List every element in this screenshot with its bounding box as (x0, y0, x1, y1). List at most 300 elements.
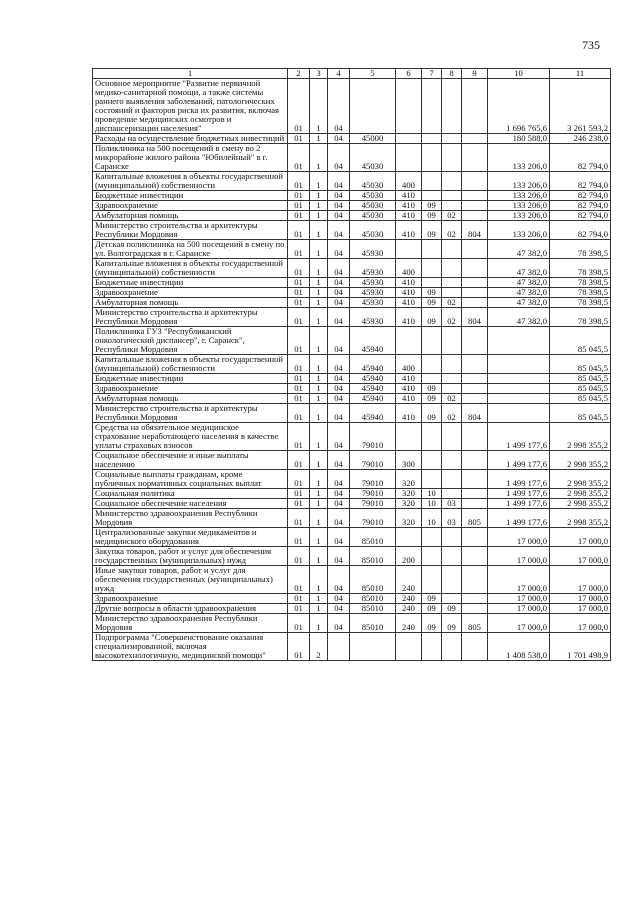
code-cell (442, 489, 462, 499)
code-cell: 1 (310, 298, 328, 308)
code-cell: 04 (328, 604, 350, 614)
code-cell (462, 327, 488, 355)
amount-cell: 78 398,5 (550, 288, 611, 298)
row-name: Средства на обязательное медицинское страхование неработающего населения в качестве уплаты страховых взносов (93, 423, 288, 451)
row-name: Бюджетные инвестиции (93, 191, 288, 201)
amount-cell: 17 000,0 (550, 604, 611, 614)
code-cell: 410 (396, 404, 422, 423)
code-cell: 805 (462, 614, 488, 633)
code-cell: 01 (288, 221, 310, 240)
amount-cell: 78 398,5 (550, 308, 611, 327)
row-name: Капитальные вложения в объекты государственной (муниципальной) собственности (93, 172, 288, 191)
code-cell: 09 (422, 288, 442, 298)
table-row (93, 528, 611, 547)
code-cell: 01 (288, 614, 310, 633)
code-cell: 01 (288, 489, 310, 499)
code-cell (396, 423, 422, 451)
code-cell: 01 (288, 633, 310, 661)
code-cell: 1 (310, 134, 328, 144)
code-cell: 04 (328, 308, 350, 327)
code-cell (442, 566, 462, 594)
code-cell (462, 298, 488, 308)
code-cell: 85010 (350, 614, 396, 633)
code-cell: 01 (288, 327, 310, 355)
amount-cell: 2 998 355,2 (550, 499, 611, 509)
amount-cell: 2 998 355,2 (550, 509, 611, 528)
code-cell: 804 (462, 308, 488, 327)
column-header: 8 (442, 69, 462, 79)
amount-cell: 133 206,0 (488, 144, 550, 172)
code-cell (462, 278, 488, 288)
budget-table (92, 68, 611, 661)
code-cell: 04 (328, 288, 350, 298)
code-cell (462, 451, 488, 470)
code-cell: 04 (328, 547, 350, 566)
code-cell: 04 (328, 423, 350, 451)
code-cell: 04 (328, 240, 350, 259)
code-cell (462, 528, 488, 547)
code-cell: 1 (310, 547, 328, 566)
code-cell (462, 172, 488, 191)
table-row (93, 240, 611, 259)
code-cell: 01 (288, 470, 310, 489)
code-cell (422, 423, 442, 451)
code-cell: 01 (288, 355, 310, 374)
table-row (93, 191, 611, 201)
amount-cell: 82 794,0 (550, 211, 611, 221)
code-cell: 02 (442, 298, 462, 308)
code-cell: 1 (310, 528, 328, 547)
code-cell: 09 (422, 298, 442, 308)
amount-cell: 17 000,0 (550, 547, 611, 566)
table-row (93, 566, 611, 594)
code-cell: 1 (310, 308, 328, 327)
table-row (93, 489, 611, 499)
code-cell: 240 (396, 566, 422, 594)
code-cell (442, 451, 462, 470)
code-cell (442, 144, 462, 172)
amount-cell: 47 382,0 (488, 288, 550, 298)
code-cell (462, 134, 488, 144)
code-cell: 01 (288, 499, 310, 509)
row-name: Здравоохранение (93, 288, 288, 298)
code-cell: 1 (310, 278, 328, 288)
code-cell: 09 (422, 211, 442, 221)
code-cell (462, 79, 488, 134)
table-row (93, 259, 611, 278)
code-cell: 320 (396, 509, 422, 528)
code-cell (462, 489, 488, 499)
column-header: 11 (550, 69, 611, 79)
code-cell (422, 470, 442, 489)
row-name: Расходы на осуществление бюджетных инвестиций (93, 134, 288, 144)
amount-cell: 17 000,0 (550, 594, 611, 604)
code-cell (396, 240, 422, 259)
code-cell (328, 633, 350, 661)
code-cell (422, 79, 442, 134)
code-cell: 1 (310, 614, 328, 633)
amount-cell: 47 382,0 (488, 298, 550, 308)
code-cell (422, 172, 442, 191)
code-cell: 410 (396, 384, 422, 394)
code-cell: 79010 (350, 470, 396, 489)
code-cell: 320 (396, 470, 422, 489)
code-cell (396, 633, 422, 661)
code-cell: 1 (310, 489, 328, 499)
code-cell: 1 (310, 221, 328, 240)
amount-cell: 1 499 177,6 (488, 470, 550, 489)
code-cell: 410 (396, 211, 422, 221)
code-cell: 01 (288, 509, 310, 528)
amount-cell: 85 045,5 (550, 394, 611, 404)
row-name: Детская поликлиника на 500 посещений в смену по ул. Волгоградская в г. Саранске (93, 240, 288, 259)
amount-cell: 1 499 177,6 (488, 499, 550, 509)
row-name: Бюджетные инвестиции (93, 374, 288, 384)
amount-cell: 1 499 177,6 (488, 509, 550, 528)
amount-cell: 17 000,0 (488, 547, 550, 566)
code-cell: 805 (462, 509, 488, 528)
code-cell: 45030 (350, 172, 396, 191)
row-name: Социальное обеспечение и иные выплаты населению (93, 451, 288, 470)
code-cell: 04 (328, 201, 350, 211)
table-row (93, 633, 611, 661)
code-cell (350, 79, 396, 134)
amount-cell: 78 398,5 (550, 259, 611, 278)
amount-cell: 78 398,5 (550, 240, 611, 259)
code-cell (442, 633, 462, 661)
amount-cell: 17 000,0 (488, 604, 550, 614)
column-header: 10 (488, 69, 550, 79)
amount-cell: 2 998 355,2 (550, 489, 611, 499)
code-cell: 09 (442, 604, 462, 614)
row-name: Министерство строительства и архитектуры Республики Мордовия (93, 308, 288, 327)
row-name: Министерство строительства и архитектуры Республики Мордовия (93, 221, 288, 240)
row-name: Министерство строительства и архитектуры Республики Мордовия (93, 404, 288, 423)
code-cell (422, 566, 442, 594)
table-row (93, 614, 611, 633)
code-cell: 1 (310, 404, 328, 423)
code-cell (422, 327, 442, 355)
code-cell: 79010 (350, 423, 396, 451)
code-cell: 01 (288, 384, 310, 394)
amount-cell: 78 398,5 (550, 278, 611, 288)
row-name: Основное мероприятие "Развитие первичной медико-санитарной помощи, а также системы раннего выявления заболеваний, патологических состояний и факторов риска их развития, включая проведение медицинских осмотров и диспансеризации населения" (93, 79, 288, 134)
code-cell: 400 (396, 172, 422, 191)
code-cell: 45030 (350, 201, 396, 211)
table-row (93, 211, 611, 221)
code-cell (422, 374, 442, 384)
code-cell: 04 (328, 509, 350, 528)
code-cell: 1 (310, 355, 328, 374)
code-cell: 02 (442, 221, 462, 240)
table-body (93, 79, 611, 661)
code-cell: 01 (288, 566, 310, 594)
code-cell (462, 259, 488, 278)
row-name: Подпрограмма "Совершенствование оказания специализированной, включая высокотехнологичную, медицинской помощи" (93, 633, 288, 661)
amount-cell: 17 000,0 (550, 614, 611, 633)
code-cell: 01 (288, 144, 310, 172)
header-row (93, 69, 611, 79)
code-cell: 240 (396, 594, 422, 604)
code-cell (442, 355, 462, 374)
column-header: 1 (93, 69, 288, 79)
code-cell (396, 144, 422, 172)
code-cell: 1 (310, 499, 328, 509)
row-name: Другие вопросы в области здравоохранения (93, 604, 288, 614)
code-cell: 410 (396, 221, 422, 240)
code-cell (442, 134, 462, 144)
code-cell: 04 (328, 298, 350, 308)
code-cell: 09 (422, 201, 442, 211)
amount-cell: 2 998 355,2 (550, 451, 611, 470)
code-cell (442, 278, 462, 288)
code-cell: 03 (442, 509, 462, 528)
amount-cell: 17 000,0 (488, 566, 550, 594)
code-cell: 45930 (350, 298, 396, 308)
code-cell: 79010 (350, 489, 396, 499)
code-cell: 1 (310, 594, 328, 604)
code-cell: 300 (396, 451, 422, 470)
code-cell: 410 (396, 288, 422, 298)
code-cell (422, 278, 442, 288)
code-cell: 85010 (350, 594, 396, 604)
amount-cell: 133 206,0 (488, 172, 550, 191)
code-cell: 01 (288, 547, 310, 566)
amount-cell: 85 045,5 (550, 374, 611, 384)
code-cell: 1 (310, 374, 328, 384)
code-cell (422, 528, 442, 547)
code-cell (442, 470, 462, 489)
amount-cell (488, 374, 550, 384)
table-row (93, 134, 611, 144)
code-cell (462, 201, 488, 211)
table-row (93, 594, 611, 604)
code-cell: 04 (328, 259, 350, 278)
code-cell: 04 (328, 79, 350, 134)
amount-cell: 1 701 498,9 (550, 633, 611, 661)
table-row (93, 374, 611, 384)
code-cell: 1 (310, 509, 328, 528)
amount-cell (488, 404, 550, 423)
code-cell: 04 (328, 374, 350, 384)
code-cell (396, 134, 422, 144)
code-cell (462, 470, 488, 489)
table-row (93, 79, 611, 134)
code-cell: 410 (396, 201, 422, 211)
code-cell (422, 259, 442, 278)
code-cell: 320 (396, 499, 422, 509)
code-cell: 01 (288, 211, 310, 221)
code-cell (396, 79, 422, 134)
code-cell: 2 (310, 633, 328, 661)
code-cell (462, 394, 488, 404)
code-cell: 1 (310, 240, 328, 259)
code-cell (442, 547, 462, 566)
code-cell: 1 (310, 211, 328, 221)
amount-cell: 17 000,0 (550, 566, 611, 594)
amount-cell: 2 998 355,2 (550, 470, 611, 489)
code-cell: 01 (288, 201, 310, 211)
code-cell: 04 (328, 489, 350, 499)
column-header: 9 (462, 69, 488, 79)
table-row (93, 308, 611, 327)
amount-cell: 47 382,0 (488, 259, 550, 278)
code-cell: 804 (462, 404, 488, 423)
code-cell: 804 (462, 221, 488, 240)
code-cell (462, 423, 488, 451)
code-cell: 01 (288, 191, 310, 201)
code-cell: 1 (310, 566, 328, 594)
table-row (93, 298, 611, 308)
code-cell (422, 144, 442, 172)
code-cell: 45930 (350, 308, 396, 327)
code-cell (462, 633, 488, 661)
code-cell: 09 (442, 614, 462, 633)
amount-cell: 47 382,0 (488, 308, 550, 327)
code-cell: 04 (328, 134, 350, 144)
code-cell (462, 211, 488, 221)
table-row (93, 604, 611, 614)
row-name: Здравоохранение (93, 384, 288, 394)
code-cell (396, 528, 422, 547)
code-cell: 10 (422, 499, 442, 509)
amount-cell: 85 045,5 (550, 384, 611, 394)
amount-cell: 17 000,0 (550, 528, 611, 547)
code-cell: 400 (396, 355, 422, 374)
code-cell: 01 (288, 288, 310, 298)
table-row (93, 404, 611, 423)
code-cell: 410 (396, 191, 422, 201)
row-name: Министерство здравоохранения Республики Мордовия (93, 614, 288, 633)
code-cell: 85010 (350, 547, 396, 566)
code-cell (422, 547, 442, 566)
code-cell (396, 327, 422, 355)
amount-cell: 85 045,5 (550, 327, 611, 355)
amount-cell: 82 794,0 (550, 191, 611, 201)
amount-cell: 133 206,0 (488, 201, 550, 211)
table-row (93, 423, 611, 451)
row-name: Иные закупки товаров, работ и услуг для обеспечения государственных (муниципальных) нужд (93, 566, 288, 594)
code-cell: 04 (328, 404, 350, 423)
amount-cell: 85 045,5 (550, 355, 611, 374)
row-name: Закупка товаров, работ и услуг для обеспечения государственных (муниципальных) нужд (93, 547, 288, 566)
table-row (93, 288, 611, 298)
code-cell: 1 (310, 394, 328, 404)
code-cell: 410 (396, 308, 422, 327)
table-row (93, 451, 611, 470)
code-cell: 01 (288, 259, 310, 278)
code-cell: 09 (422, 594, 442, 604)
code-cell: 04 (328, 566, 350, 594)
code-cell: 01 (288, 423, 310, 451)
code-cell: 09 (422, 604, 442, 614)
code-cell: 1 (310, 451, 328, 470)
table-row (93, 327, 611, 355)
code-cell: 45930 (350, 240, 396, 259)
code-cell (442, 288, 462, 298)
code-cell: 01 (288, 528, 310, 547)
column-header: 7 (422, 69, 442, 79)
code-cell: 1 (310, 327, 328, 355)
amount-cell (488, 394, 550, 404)
code-cell (442, 374, 462, 384)
row-name: Капитальные вложения в объекты государственной (муниципальной) собственности (93, 259, 288, 278)
code-cell: 45940 (350, 327, 396, 355)
row-name: Бюджетные инвестиции (93, 278, 288, 288)
code-cell: 45930 (350, 278, 396, 288)
code-cell: 45940 (350, 374, 396, 384)
amount-cell: 17 000,0 (488, 594, 550, 604)
code-cell: 04 (328, 384, 350, 394)
code-cell: 04 (328, 355, 350, 374)
code-cell (462, 499, 488, 509)
amount-cell: 180 588,0 (488, 134, 550, 144)
row-name: Социальные выплаты гражданам, кроме публичных нормативных социальных выплат (93, 470, 288, 489)
code-cell: 04 (328, 594, 350, 604)
amount-cell: 1 499 177,6 (488, 423, 550, 451)
code-cell (442, 240, 462, 259)
code-cell: 240 (396, 604, 422, 614)
amount-cell: 2 998 355,2 (550, 423, 611, 451)
code-cell: 410 (396, 278, 422, 288)
row-name: Министерство здравоохранения Республики Мордовия (93, 509, 288, 528)
code-cell: 04 (328, 278, 350, 288)
amount-cell: 17 000,0 (488, 614, 550, 633)
code-cell: 410 (396, 394, 422, 404)
code-cell: 04 (328, 499, 350, 509)
row-name: Капитальные вложения в объекты государственной (муниципальной) собственности (93, 355, 288, 374)
code-cell (462, 191, 488, 201)
amount-cell: 1 499 177,6 (488, 451, 550, 470)
table-row (93, 221, 611, 240)
amount-cell: 1 499 177,6 (488, 489, 550, 499)
amount-cell: 82 794,0 (550, 172, 611, 191)
amount-cell (488, 355, 550, 374)
amount-cell: 133 206,0 (488, 211, 550, 221)
code-cell (422, 451, 442, 470)
row-name: Здравоохранение (93, 201, 288, 211)
code-cell: 45940 (350, 384, 396, 394)
code-cell: 01 (288, 79, 310, 134)
column-header: 3 (310, 69, 328, 79)
code-cell (462, 384, 488, 394)
code-cell: 01 (288, 172, 310, 191)
code-cell: 45940 (350, 394, 396, 404)
code-cell (462, 144, 488, 172)
amount-cell: 82 794,0 (550, 221, 611, 240)
code-cell: 45940 (350, 355, 396, 374)
code-cell (422, 134, 442, 144)
amount-cell: 133 206,0 (488, 191, 550, 201)
code-cell: 79010 (350, 451, 396, 470)
code-cell: 02 (442, 404, 462, 423)
table-row (93, 355, 611, 374)
code-cell: 01 (288, 604, 310, 614)
code-cell (350, 633, 396, 661)
code-cell: 04 (328, 327, 350, 355)
row-name: Амбулаторная помощь (93, 211, 288, 221)
code-cell: 200 (396, 547, 422, 566)
amount-cell: 246 238,0 (550, 134, 611, 144)
code-cell (462, 566, 488, 594)
table-row (93, 201, 611, 211)
page-number: 735 (582, 38, 600, 52)
code-cell: 04 (328, 211, 350, 221)
code-cell: 04 (328, 470, 350, 489)
amount-cell: 47 382,0 (488, 278, 550, 288)
code-cell: 04 (328, 528, 350, 547)
code-cell: 10 (422, 509, 442, 528)
